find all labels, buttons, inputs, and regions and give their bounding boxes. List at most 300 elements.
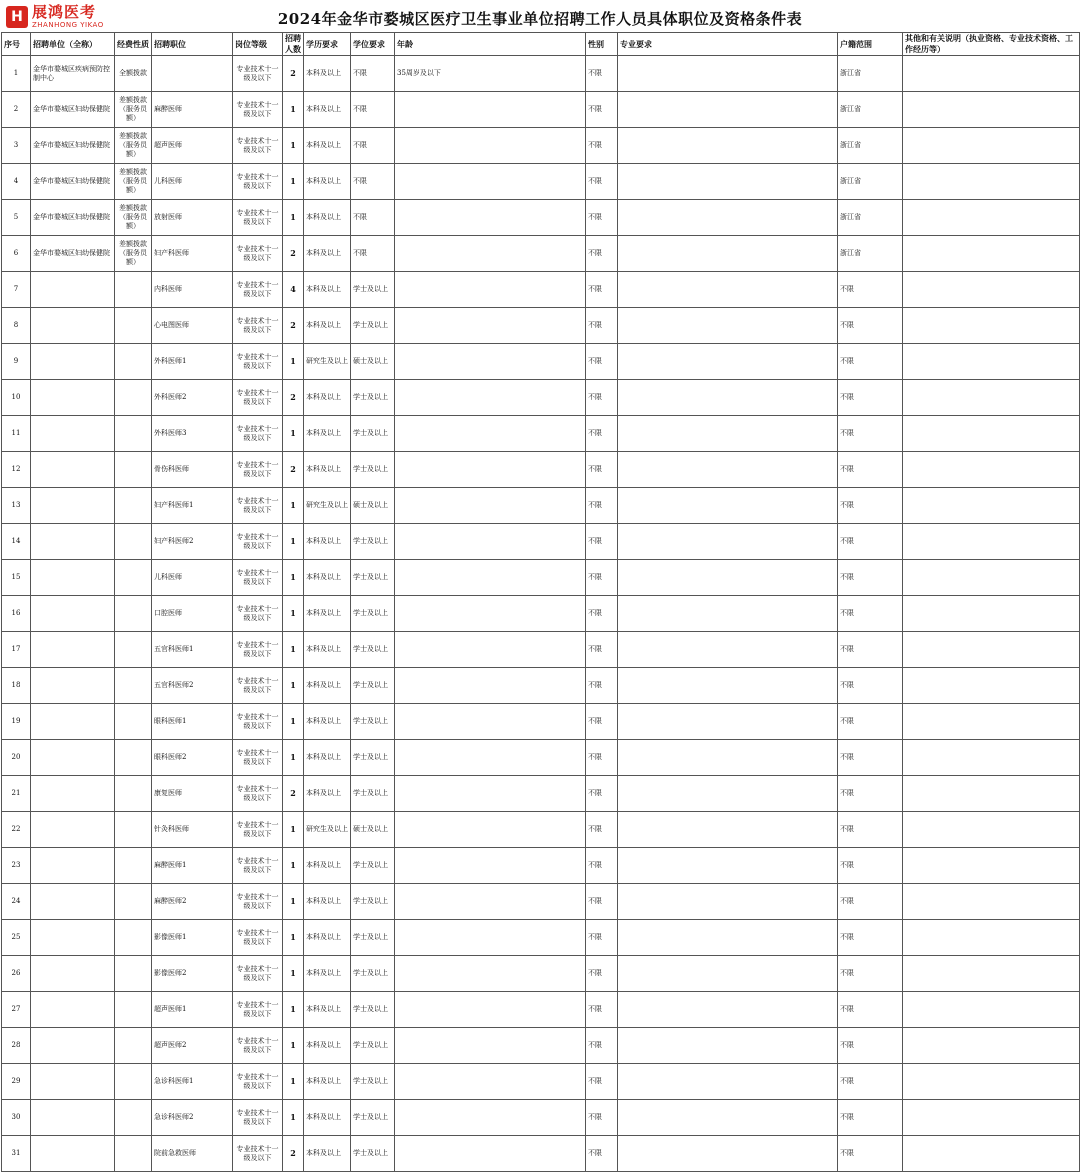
cell-age	[395, 1028, 586, 1064]
cell-hukou: 不限	[838, 344, 903, 380]
cell-age	[395, 524, 586, 560]
cell-major	[618, 380, 838, 416]
cell-degree: 学士及以上	[351, 1064, 395, 1100]
cell-count: 1	[283, 812, 304, 848]
cell-edu: 本科及以上	[304, 1136, 351, 1172]
table-row	[2, 632, 1080, 668]
cell-hukou: 不限	[838, 884, 903, 920]
cell-funding	[115, 560, 152, 596]
cell-unit	[31, 596, 115, 632]
cell-edu: 本科及以上	[304, 272, 351, 308]
cell-position: 五官科医师1	[152, 632, 233, 668]
cell-gender: 不限	[586, 524, 618, 560]
cell-major	[618, 884, 838, 920]
cell-count: 1	[283, 920, 304, 956]
table-row	[2, 524, 1080, 560]
cell-funding	[115, 452, 152, 488]
cell-level: 专业技术十一级及以下	[233, 632, 283, 668]
cell-position: 影像医师2	[152, 956, 233, 992]
table-row	[2, 560, 1080, 596]
cell-funding	[115, 668, 152, 704]
cell-notes	[903, 308, 1080, 344]
cell-count: 2	[283, 308, 304, 344]
cell-gender: 不限	[586, 92, 618, 128]
cell-hukou: 不限	[838, 920, 903, 956]
cell-gender: 不限	[586, 56, 618, 92]
cell-age	[395, 992, 586, 1028]
cell-edu: 研究生及以上	[304, 812, 351, 848]
cell-unit	[31, 884, 115, 920]
cell-hukou: 不限	[838, 1136, 903, 1172]
cell-unit: 金华市婺城区妇幼保健院	[31, 164, 115, 200]
cell-count: 1	[283, 740, 304, 776]
cell-level: 专业技术十一级及以下	[233, 776, 283, 812]
cell-unit	[31, 416, 115, 452]
header-position: 招聘职位	[152, 33, 233, 56]
cell-gender: 不限	[586, 344, 618, 380]
cell-position: 外科医师3	[152, 416, 233, 452]
header-age: 年龄	[395, 33, 586, 56]
cell-position	[152, 56, 233, 92]
cell-funding: 全额拨款	[115, 56, 152, 92]
cell-degree: 学士及以上	[351, 776, 395, 812]
cell-gender: 不限	[586, 236, 618, 272]
cell-level: 专业技术十一级及以下	[233, 848, 283, 884]
table-row	[2, 884, 1080, 920]
cell-unit	[31, 668, 115, 704]
cell-edu: 本科及以上	[304, 308, 351, 344]
cell-hukou: 不限	[838, 488, 903, 524]
cell-funding	[115, 848, 152, 884]
cell-unit	[31, 848, 115, 884]
cell-hukou: 浙江省	[838, 128, 903, 164]
logo-cn-text: 展鸿医考	[32, 3, 97, 21]
cell-age	[395, 1064, 586, 1100]
table-header-row	[2, 33, 1080, 56]
cell-age	[395, 920, 586, 956]
cell-major	[618, 200, 838, 236]
cell-position: 急诊科医师1	[152, 1064, 233, 1100]
cell-funding	[115, 776, 152, 812]
cell-gender: 不限	[586, 884, 618, 920]
cell-level: 专业技术十一级及以下	[233, 668, 283, 704]
cell-age	[395, 416, 586, 452]
cell-age	[395, 704, 586, 740]
cell-hukou: 不限	[838, 524, 903, 560]
cell-major	[618, 1028, 838, 1064]
cell-notes	[903, 596, 1080, 632]
table-row	[2, 488, 1080, 524]
cell-major	[618, 1136, 838, 1172]
cell-count: 1	[283, 128, 304, 164]
cell-degree: 不限	[351, 92, 395, 128]
cell-no: 4	[2, 164, 31, 200]
cell-age	[395, 560, 586, 596]
cell-major	[618, 776, 838, 812]
cell-no: 27	[2, 992, 31, 1028]
cell-unit	[31, 524, 115, 560]
cell-unit	[31, 560, 115, 596]
cell-funding	[115, 920, 152, 956]
cell-degree: 学士及以上	[351, 632, 395, 668]
cell-funding	[115, 1028, 152, 1064]
cell-age	[395, 272, 586, 308]
cell-major	[618, 128, 838, 164]
cell-age	[395, 668, 586, 704]
cell-no: 15	[2, 560, 31, 596]
cell-funding	[115, 992, 152, 1028]
cell-degree: 学士及以上	[351, 272, 395, 308]
cell-position: 急诊科医师2	[152, 1100, 233, 1136]
cell-age	[395, 344, 586, 380]
cell-gender: 不限	[586, 704, 618, 740]
cell-hukou: 不限	[838, 776, 903, 812]
cell-count: 1	[283, 1064, 304, 1100]
cell-position: 康复医师	[152, 776, 233, 812]
cell-major	[618, 452, 838, 488]
cell-age	[395, 200, 586, 236]
cell-level: 专业技术十一级及以下	[233, 344, 283, 380]
cell-notes	[903, 128, 1080, 164]
cell-funding: 差额拨款（服务员额）	[115, 92, 152, 128]
cell-major	[618, 272, 838, 308]
cell-position: 骨伤科医师	[152, 452, 233, 488]
cell-major	[618, 236, 838, 272]
cell-funding	[115, 308, 152, 344]
cell-count: 2	[283, 236, 304, 272]
cell-position: 麻醉医师	[152, 92, 233, 128]
cell-level: 专业技术十一级及以下	[233, 956, 283, 992]
cell-notes	[903, 56, 1080, 92]
cell-notes	[903, 632, 1080, 668]
cell-position: 五官科医师2	[152, 668, 233, 704]
cell-major	[618, 740, 838, 776]
cell-level: 专业技术十一级及以下	[233, 164, 283, 200]
cell-count: 1	[283, 992, 304, 1028]
table-row	[2, 452, 1080, 488]
cell-funding	[115, 740, 152, 776]
cell-count: 2	[283, 1136, 304, 1172]
cell-notes	[903, 1100, 1080, 1136]
cell-count: 1	[283, 704, 304, 740]
cell-no: 12	[2, 452, 31, 488]
cell-no: 30	[2, 1100, 31, 1136]
cell-notes	[903, 884, 1080, 920]
cell-hukou: 浙江省	[838, 92, 903, 128]
cell-gender: 不限	[586, 956, 618, 992]
cell-major	[618, 992, 838, 1028]
cell-count: 2	[283, 56, 304, 92]
cell-no: 20	[2, 740, 31, 776]
cell-unit	[31, 452, 115, 488]
table-row	[2, 308, 1080, 344]
cell-notes	[903, 812, 1080, 848]
cell-no: 28	[2, 1028, 31, 1064]
cell-age	[395, 488, 586, 524]
cell-unit: 金华市婺城区疾病预防控制中心	[31, 56, 115, 92]
cell-edu: 本科及以上	[304, 848, 351, 884]
cell-position: 麻醉医师2	[152, 884, 233, 920]
table-body	[2, 56, 1080, 1172]
cell-no: 24	[2, 884, 31, 920]
cell-major	[618, 164, 838, 200]
cell-hukou: 不限	[838, 668, 903, 704]
cell-edu: 本科及以上	[304, 200, 351, 236]
cell-gender: 不限	[586, 1136, 618, 1172]
cell-hukou: 不限	[838, 704, 903, 740]
cell-count: 1	[283, 1100, 304, 1136]
cell-unit	[31, 1028, 115, 1064]
cell-level: 专业技术十一级及以下	[233, 920, 283, 956]
cell-edu: 本科及以上	[304, 596, 351, 632]
cell-funding: 差额拨款（服务员额）	[115, 236, 152, 272]
cell-major	[618, 812, 838, 848]
cell-notes	[903, 272, 1080, 308]
cell-position: 外科医师2	[152, 380, 233, 416]
cell-position: 影像医师1	[152, 920, 233, 956]
cell-level: 专业技术十一级及以下	[233, 1028, 283, 1064]
cell-major	[618, 596, 838, 632]
cell-degree: 学士及以上	[351, 380, 395, 416]
cell-gender: 不限	[586, 416, 618, 452]
table-row	[2, 272, 1080, 308]
cell-edu: 本科及以上	[304, 956, 351, 992]
cell-major	[618, 704, 838, 740]
cell-gender: 不限	[586, 488, 618, 524]
cell-gender: 不限	[586, 596, 618, 632]
cell-gender: 不限	[586, 1064, 618, 1100]
cell-position: 超声医师	[152, 128, 233, 164]
cell-funding: 差额拨款（服务员额）	[115, 128, 152, 164]
cell-position: 麻醉医师1	[152, 848, 233, 884]
cell-notes	[903, 776, 1080, 812]
cell-hukou: 不限	[838, 848, 903, 884]
cell-hukou: 不限	[838, 272, 903, 308]
cell-notes	[903, 524, 1080, 560]
table-row	[2, 1028, 1080, 1064]
cell-gender: 不限	[586, 560, 618, 596]
cell-edu: 本科及以上	[304, 992, 351, 1028]
cell-position: 眼科医师1	[152, 704, 233, 740]
cell-edu: 本科及以上	[304, 128, 351, 164]
cell-age	[395, 776, 586, 812]
cell-hukou: 不限	[838, 452, 903, 488]
cell-level: 专业技术十一级及以下	[233, 704, 283, 740]
cell-count: 2	[283, 452, 304, 488]
cell-count: 1	[283, 596, 304, 632]
logo-en-text: ZHANHONG YIKAO	[32, 21, 104, 29]
cell-count: 1	[283, 848, 304, 884]
cell-position: 针灸科医师	[152, 812, 233, 848]
cell-count: 1	[283, 560, 304, 596]
table-row	[2, 956, 1080, 992]
cell-major	[618, 416, 838, 452]
table-row	[2, 92, 1080, 128]
cell-position: 心电图医师	[152, 308, 233, 344]
cell-unit	[31, 308, 115, 344]
cell-age	[395, 236, 586, 272]
cell-unit	[31, 1064, 115, 1100]
cell-unit: 金华市婺城区妇幼保健院	[31, 128, 115, 164]
page-header	[0, 0, 1080, 32]
cell-funding	[115, 344, 152, 380]
cell-notes	[903, 1136, 1080, 1172]
cell-age	[395, 812, 586, 848]
cell-level: 专业技术十一级及以下	[233, 992, 283, 1028]
cell-funding	[115, 272, 152, 308]
cell-hukou: 不限	[838, 560, 903, 596]
cell-degree: 硕士及以上	[351, 812, 395, 848]
cell-edu: 本科及以上	[304, 1100, 351, 1136]
cell-age: 35周岁及以下	[395, 56, 586, 92]
cell-count: 1	[283, 164, 304, 200]
cell-hukou: 不限	[838, 1100, 903, 1136]
cell-unit	[31, 920, 115, 956]
cell-unit	[31, 272, 115, 308]
cell-funding	[115, 1136, 152, 1172]
cell-edu: 本科及以上	[304, 380, 351, 416]
cell-major	[618, 668, 838, 704]
cell-no: 3	[2, 128, 31, 164]
cell-level: 专业技术十一级及以下	[233, 1100, 283, 1136]
table-row	[2, 848, 1080, 884]
cell-level: 专业技术十一级及以下	[233, 308, 283, 344]
cell-hukou: 浙江省	[838, 200, 903, 236]
cell-count: 1	[283, 956, 304, 992]
cell-age	[395, 308, 586, 344]
cell-notes	[903, 344, 1080, 380]
header-notes: 其他和有关说明（执业资格、专业技术资格、工作经历等）	[903, 33, 1080, 56]
cell-count: 1	[283, 632, 304, 668]
cell-funding	[115, 488, 152, 524]
cell-gender: 不限	[586, 812, 618, 848]
cell-level: 专业技术十一级及以下	[233, 524, 283, 560]
cell-gender: 不限	[586, 164, 618, 200]
cell-funding	[115, 884, 152, 920]
cell-degree: 不限	[351, 128, 395, 164]
cell-position: 儿科医师	[152, 164, 233, 200]
header-funding: 经费性质	[115, 33, 152, 56]
cell-gender: 不限	[586, 380, 618, 416]
cell-notes	[903, 200, 1080, 236]
cell-degree: 不限	[351, 200, 395, 236]
cell-funding	[115, 956, 152, 992]
cell-gender: 不限	[586, 308, 618, 344]
cell-unit	[31, 1136, 115, 1172]
table-row	[2, 920, 1080, 956]
cell-unit: 金华市婺城区妇幼保健院	[31, 92, 115, 128]
cell-gender: 不限	[586, 848, 618, 884]
cell-no: 31	[2, 1136, 31, 1172]
cell-degree: 硕士及以上	[351, 488, 395, 524]
cell-gender: 不限	[586, 668, 618, 704]
cell-gender: 不限	[586, 1028, 618, 1064]
cell-age	[395, 956, 586, 992]
cell-edu: 本科及以上	[304, 56, 351, 92]
cell-unit	[31, 992, 115, 1028]
cell-major	[618, 920, 838, 956]
cell-notes	[903, 704, 1080, 740]
header-major: 专业要求	[618, 33, 838, 56]
cell-unit: 金华市婺城区妇幼保健院	[31, 200, 115, 236]
cell-gender: 不限	[586, 632, 618, 668]
cell-major	[618, 524, 838, 560]
cell-position: 口腔医师	[152, 596, 233, 632]
cell-unit	[31, 956, 115, 992]
cell-edu: 本科及以上	[304, 740, 351, 776]
cell-unit	[31, 344, 115, 380]
cell-notes	[903, 488, 1080, 524]
cell-degree: 学士及以上	[351, 524, 395, 560]
document-title: 2024年金华市婺城区医疗卫生事业单位招聘工作人员具体职位及资格条件表	[277, 10, 803, 28]
cell-major	[618, 92, 838, 128]
cell-degree: 不限	[351, 56, 395, 92]
header-degree: 学位要求	[351, 33, 395, 56]
cell-count: 1	[283, 200, 304, 236]
table-row	[2, 668, 1080, 704]
cell-unit	[31, 1100, 115, 1136]
cell-degree: 不限	[351, 164, 395, 200]
cell-level: 专业技术十一级及以下	[233, 236, 283, 272]
cell-gender: 不限	[586, 128, 618, 164]
cell-unit	[31, 380, 115, 416]
cell-no: 1	[2, 56, 31, 92]
cell-level: 专业技术十一级及以下	[233, 596, 283, 632]
cell-position: 超声医师2	[152, 1028, 233, 1064]
cell-level: 专业技术十一级及以下	[233, 1064, 283, 1100]
cell-notes	[903, 740, 1080, 776]
cell-no: 11	[2, 416, 31, 452]
cell-count: 1	[283, 524, 304, 560]
cell-no: 14	[2, 524, 31, 560]
cell-no: 10	[2, 380, 31, 416]
cell-major	[618, 344, 838, 380]
table-row	[2, 128, 1080, 164]
positions-table	[1, 32, 1080, 1172]
cell-edu: 本科及以上	[304, 1028, 351, 1064]
cell-no: 21	[2, 776, 31, 812]
cell-major	[618, 488, 838, 524]
cell-edu: 本科及以上	[304, 704, 351, 740]
cell-gender: 不限	[586, 200, 618, 236]
cell-major	[618, 560, 838, 596]
cell-no: 25	[2, 920, 31, 956]
cell-position: 妇产科医师	[152, 236, 233, 272]
cell-notes	[903, 164, 1080, 200]
cell-degree: 学士及以上	[351, 920, 395, 956]
cell-edu: 本科及以上	[304, 1064, 351, 1100]
cell-age	[395, 884, 586, 920]
cell-funding	[115, 596, 152, 632]
cell-degree: 学士及以上	[351, 416, 395, 452]
cell-count: 1	[283, 92, 304, 128]
cell-degree: 学士及以上	[351, 1100, 395, 1136]
cell-notes	[903, 956, 1080, 992]
cell-degree: 学士及以上	[351, 452, 395, 488]
cell-level: 专业技术十一级及以下	[233, 488, 283, 524]
cell-major	[618, 848, 838, 884]
cell-position: 内科医师	[152, 272, 233, 308]
table-row	[2, 56, 1080, 92]
table-row	[2, 812, 1080, 848]
table-row	[2, 992, 1080, 1028]
table-row	[2, 1136, 1080, 1172]
cell-notes	[903, 416, 1080, 452]
cell-count: 1	[283, 884, 304, 920]
cell-degree: 不限	[351, 236, 395, 272]
cell-hukou: 浙江省	[838, 236, 903, 272]
cell-degree: 学士及以上	[351, 668, 395, 704]
